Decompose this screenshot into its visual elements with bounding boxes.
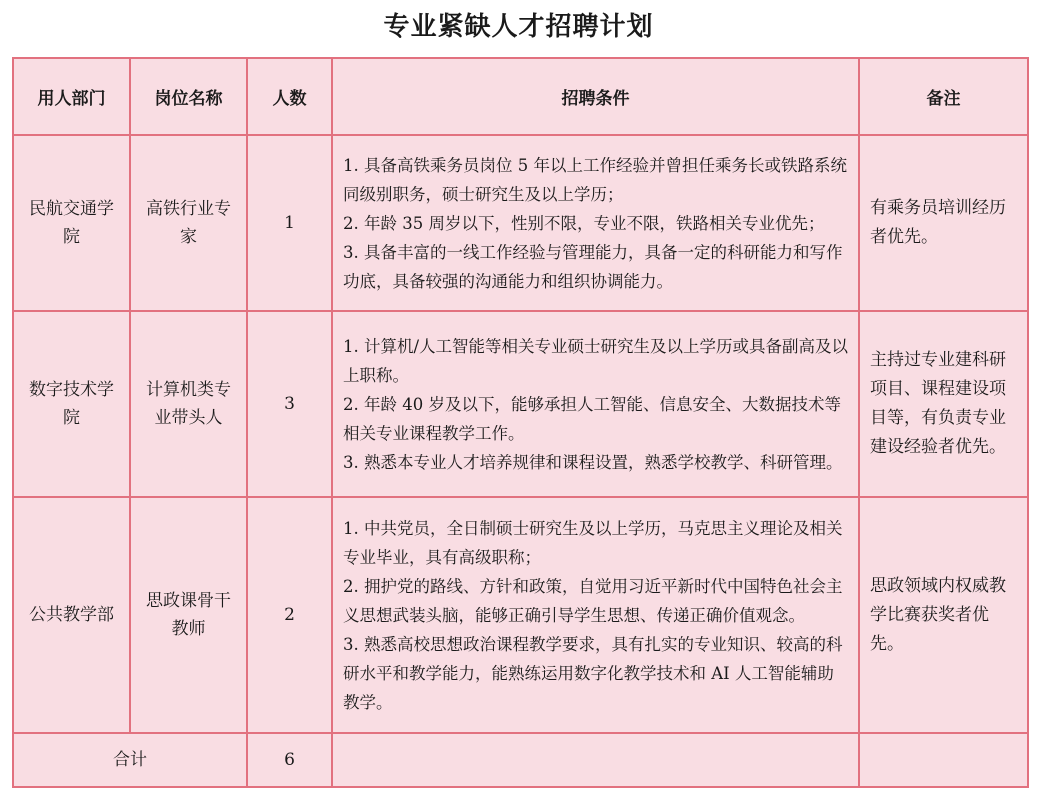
conditions-cell	[332, 497, 859, 733]
position-cell: 思政课骨干教师	[130, 497, 247, 733]
note-cell: 思政领域内权威教学比赛获奖者优先。	[859, 497, 1028, 733]
header-count: 人数	[247, 58, 332, 135]
total-row	[13, 733, 1028, 787]
conditions-cell	[332, 311, 859, 497]
condition-item: 1. 具备高铁乘务员岗位 5 年以上工作经验并曾担任乘务长或铁路系统同级别职务，硕士研究生及以上学历；	[343, 155, 847, 204]
header-conditions: 招聘条件	[332, 58, 859, 135]
count-cell: 1	[247, 135, 332, 311]
header-notes: 备注	[859, 58, 1028, 135]
total-conditions-empty	[332, 733, 859, 787]
dept-cell: 民航交通学院	[13, 135, 130, 311]
total-count: 6	[247, 733, 332, 787]
condition-item: 2. 拥护党的路线、方针和政策，自觉用习近平新时代中国特色社会主义思想武装头脑，能够正确引导学生思想、传递正确价值观念。	[343, 576, 843, 625]
recruitment-table	[12, 57, 1029, 788]
table-header-row	[13, 58, 1028, 135]
page-title: 专业紧缺人才招聘计划	[383, 12, 654, 42]
table-row	[13, 135, 1028, 311]
condition-item: 1. 中共党员，全日制硕士研究生及以上学历，马克思主义理论及相关专业毕业，具有高级职称；	[343, 518, 843, 567]
condition-item: 3. 熟悉高校思想政治课程教学要求，具有扎实的专业知识、较高的科研水平和教学能力，能熟练运用数字化教学技术和 AI 人工智能辅助教学。	[343, 634, 843, 712]
header-dept: 用人部门	[13, 58, 130, 135]
dept-cell: 公共教学部	[13, 497, 130, 733]
condition-item: 3. 熟悉本专业人才培养规律和课程设置，熟悉学校教学、科研管理。	[343, 452, 843, 472]
conditions-cell	[332, 135, 859, 311]
table-row	[13, 497, 1028, 733]
condition-item: 1. 计算机/人工智能等相关专业硕士研究生及以上学历或具备副高及以上职称。	[343, 336, 849, 385]
note-cell: 主持过专业建科研项目、课程建设项目等，有负责专业建设经验者优先。	[859, 311, 1028, 497]
table-row	[13, 311, 1028, 497]
count-cell: 3	[247, 311, 332, 497]
header-position: 岗位名称	[130, 58, 247, 135]
note-cell: 有乘务员培训经历者优先。	[859, 135, 1028, 311]
position-cell: 计算机类专业带头人	[130, 311, 247, 497]
condition-item: 2. 年龄 35 周岁以下，性别不限，专业不限，铁路相关专业优先；	[343, 213, 825, 233]
condition-item: 3. 具备丰富的一线工作经验与管理能力，具备一定的科研能力和写作功底，具备较强的沟通能力和组织协调能力。	[343, 242, 843, 291]
condition-item: 2. 年龄 40 岁及以下，能够承担人工智能、信息安全、大数据技术等相关专业课程教学工作。	[343, 394, 841, 443]
dept-cell: 数字技术学院	[13, 311, 130, 497]
total-notes-empty	[859, 733, 1028, 787]
total-label: 合计	[13, 733, 247, 787]
position-cell: 高铁行业专家	[130, 135, 247, 311]
count-cell: 2	[247, 497, 332, 733]
